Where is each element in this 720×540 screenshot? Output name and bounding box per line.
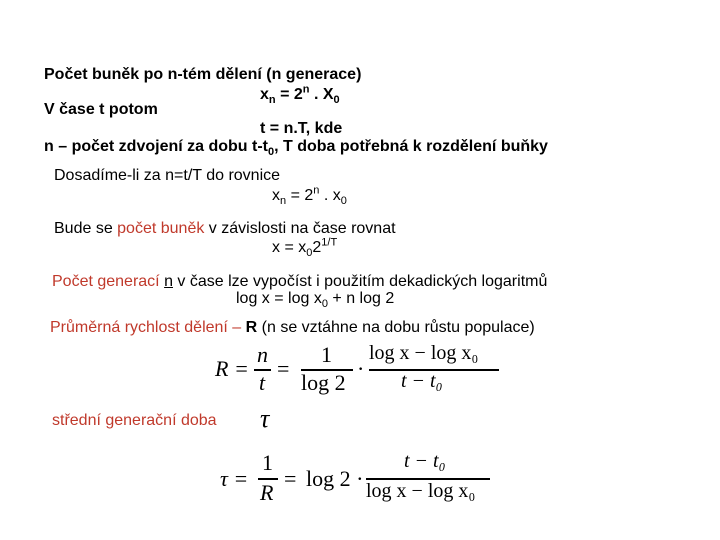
equation-tau xyxy=(220,450,500,510)
log-equation-b: + n log 2 xyxy=(327,290,395,307)
numerator-1: 1 xyxy=(321,342,332,367)
definition-text-a: n – počet zdvojení za dobu t-t xyxy=(44,138,268,155)
formula-xn-power xyxy=(260,83,340,107)
equation-rate xyxy=(215,342,479,398)
average-rate-highlight: Průměrná rychlost dělení – xyxy=(50,319,246,336)
x0-subscript-3: 0 xyxy=(306,247,313,260)
denominator-log2: log 2 xyxy=(301,370,346,395)
n-underlined: n xyxy=(164,273,173,290)
numerator-n: n xyxy=(257,342,268,367)
heading-text: Počet buněk po n-tém dělení (n generace) xyxy=(44,66,362,83)
exponent-1-over-T: 1/T xyxy=(321,236,338,249)
exponent-n: n xyxy=(302,83,310,96)
mean-generation-highlight: střední generační doba xyxy=(52,412,217,429)
numerator-1: 1 xyxy=(262,450,273,475)
formula-t-nT xyxy=(260,120,342,138)
equals-sign: = xyxy=(284,466,297,491)
formula-x-exp xyxy=(272,236,338,260)
x-subscript: n xyxy=(268,94,276,107)
equals-two: = 2 xyxy=(275,86,303,103)
denominator-t-diff: t − t₀ xyxy=(401,370,443,392)
tau-glyph: τ xyxy=(260,404,270,433)
population-growth-text: (n se vztáhne na dobu růstu populace) xyxy=(257,319,535,336)
two-base: 2 xyxy=(312,239,322,256)
generations-text xyxy=(52,273,547,291)
cell-count-highlight: počet buněk xyxy=(117,220,205,237)
r-symbol: R xyxy=(245,319,258,336)
numerator-t-diff: t − t₀ xyxy=(404,450,446,472)
generations-highlight: Počet generací xyxy=(52,273,160,290)
x-equals: x = x xyxy=(272,239,307,256)
denominator-log-diff: log x − log x₀ xyxy=(366,480,476,502)
definition-n xyxy=(44,138,548,159)
time-label xyxy=(44,101,158,119)
average-rate-text xyxy=(50,319,535,337)
log2-times: log 2 · xyxy=(306,466,364,491)
x-zero-subscript-2: 0 xyxy=(340,195,347,208)
dot-operator: · xyxy=(357,356,365,381)
numerator-log-diff: log x − log x₀ xyxy=(369,342,479,364)
t-equals-text: t = n.T, kde xyxy=(260,120,343,137)
denominator-t: t xyxy=(259,370,266,395)
log-x0-subscript: 0 xyxy=(321,298,328,311)
equals-sign: = xyxy=(277,356,290,381)
denominator-R: R xyxy=(260,480,274,505)
time-text: V čase t potom xyxy=(44,101,158,118)
r-equals: R = xyxy=(215,356,249,381)
formula-log xyxy=(236,290,395,311)
equals-two-2: = 2 xyxy=(286,187,314,204)
substitute-text xyxy=(54,167,280,185)
mean-generation-time-text xyxy=(52,412,217,430)
heading-cell-count xyxy=(44,66,361,84)
bude-text: Bude se xyxy=(54,220,118,237)
x-symbol-2: x xyxy=(272,187,280,204)
t-zero-subscript: 0 xyxy=(268,146,275,159)
formula-xn-power-2 xyxy=(272,184,347,208)
times-x-2: . x xyxy=(319,187,341,204)
times-x: . X xyxy=(309,86,334,103)
cell-count-time-text xyxy=(54,220,396,238)
tau-symbol xyxy=(260,404,269,434)
log-equation-a: log x = log x xyxy=(236,290,322,307)
tau-equals: τ = xyxy=(220,466,249,491)
exponent-n-2: n xyxy=(313,184,320,197)
definition-text-b: , T doba potřebná k rozdělení buňky xyxy=(274,138,548,155)
substitute-label: Dosadíme-li za n=t/T do rovnice xyxy=(54,167,281,184)
dependence-text: v závislosti na čase rovnat xyxy=(204,220,396,237)
x-subscript-2: n xyxy=(280,195,287,208)
logarithm-text: v čase lze vypočíst i použitím dekadických logaritmů xyxy=(172,273,548,290)
x-zero-subscript: 0 xyxy=(333,94,340,107)
x-symbol: x xyxy=(260,86,269,103)
